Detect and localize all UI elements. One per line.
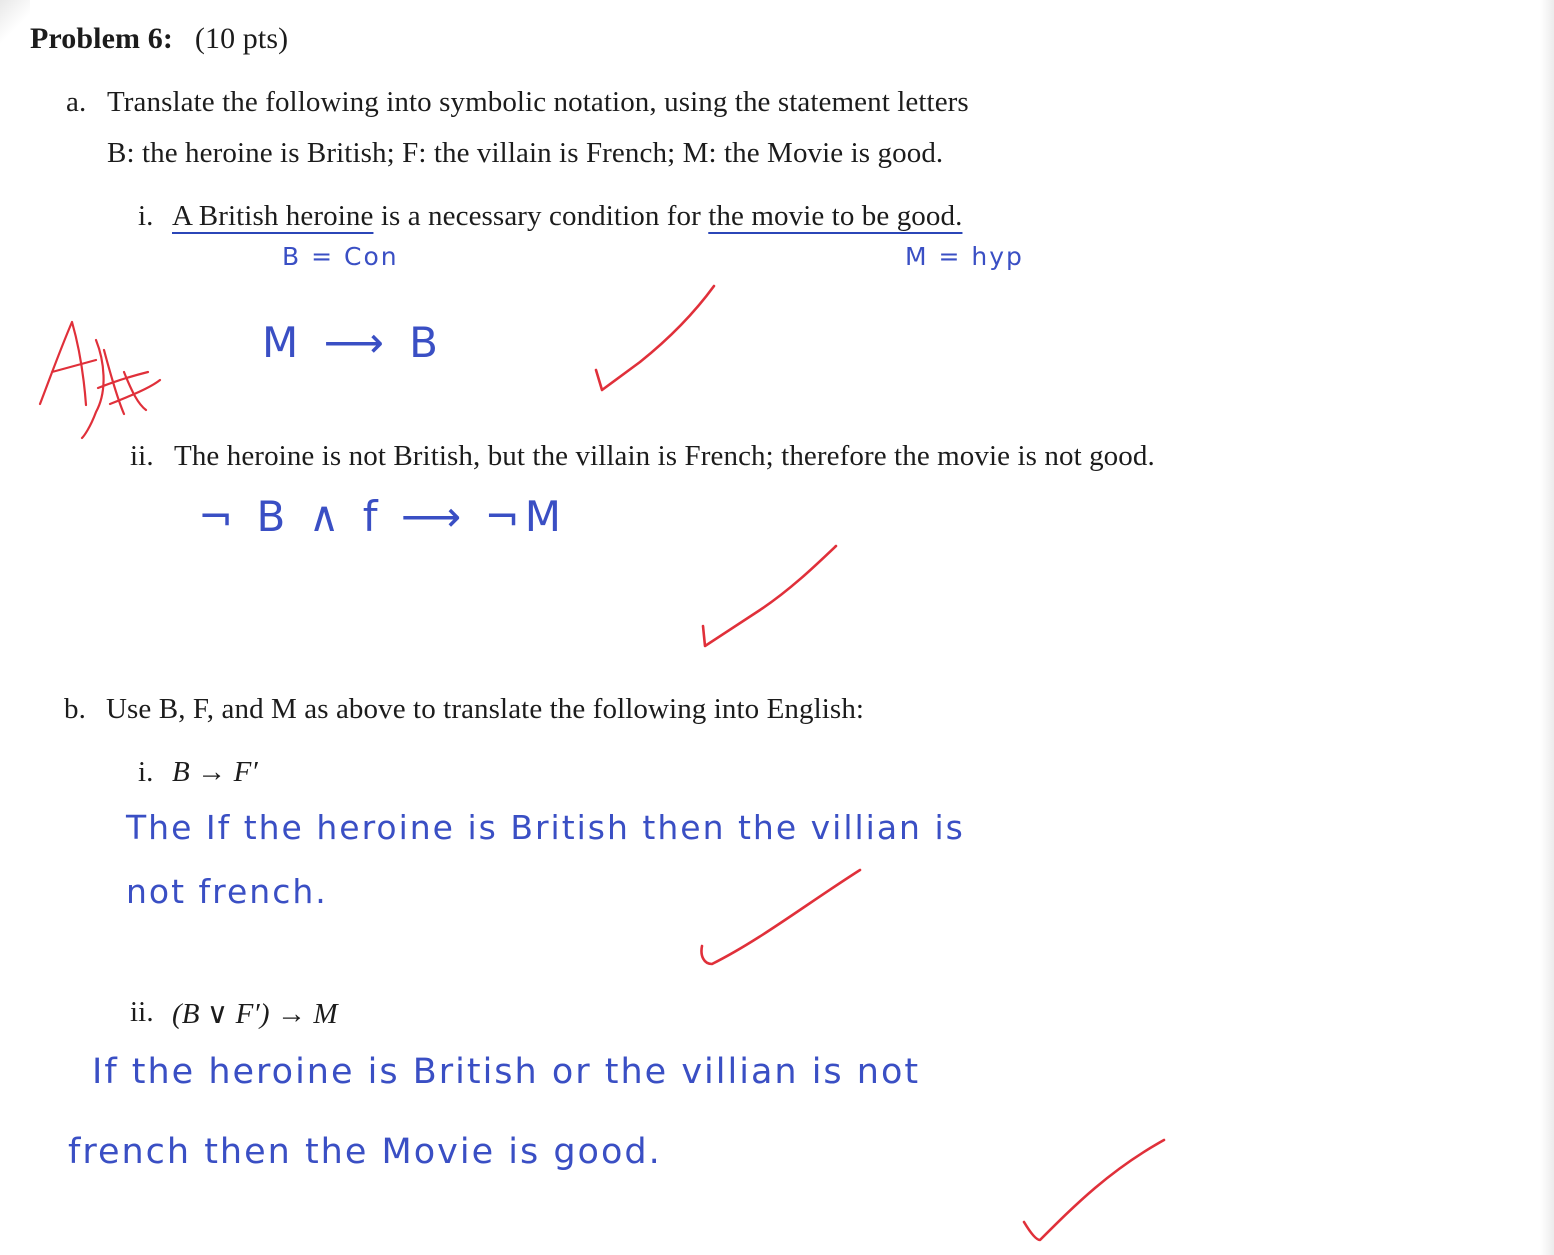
annotation-left: B = Con [282, 242, 399, 271]
problem-label: Problem 6: [30, 22, 173, 55]
check-a-ii [703, 546, 836, 646]
annotation-right: M = hyp [905, 242, 1024, 271]
check-b-ii [1024, 1140, 1164, 1240]
necessary-part: A British heroine [172, 200, 374, 232]
part-b-ii-formula: (B ∨ F′) → M [172, 998, 338, 1030]
part-a-instruction: Translate the following into symbolic notation, using the statement letters [107, 86, 969, 118]
part-a-i-marker: i. [138, 200, 154, 232]
part-b-instruction: Use B, F, and M as above to translate the following into English: [106, 693, 865, 725]
part-a-ii-marker: ii. [130, 440, 154, 472]
part-b-marker: b. [64, 693, 86, 725]
answer-a-i: M ⟶ B [262, 318, 444, 367]
part-a-legend: B: the heroine is British; F: the villain is French; M: the Movie is good. [107, 137, 944, 169]
part-b-ii-marker: ii. [130, 996, 154, 1028]
answer-b-ii-line1: If the heroine is British or the villian is not [92, 1052, 921, 1092]
answer-a-ii: ¬ B ∧ f ⟶ ¬M [198, 492, 566, 541]
grader-initials [40, 322, 160, 438]
check-a-i [596, 286, 714, 390]
problem-points: (10 pts) [194, 22, 289, 55]
answer-b-i-line2: not french. [126, 872, 328, 911]
answer-b-ii-line2: french then the Movie is good. [68, 1132, 662, 1172]
answer-b-i-line1: The If the heroine is British then the villian is [126, 808, 965, 847]
part-b-i-formula: B → F′ [172, 756, 258, 788]
connective-part: is a necessary condition for [373, 200, 709, 232]
part-a-ii-text: The heroine is not British, but the villain is French; therefore the movie is not good. [174, 440, 1155, 472]
check-b-i [701, 870, 860, 964]
part-a-marker: a. [66, 86, 87, 118]
part-b-i-marker: i. [138, 756, 154, 788]
hypothesis-part: the movie to be good. [708, 200, 963, 232]
